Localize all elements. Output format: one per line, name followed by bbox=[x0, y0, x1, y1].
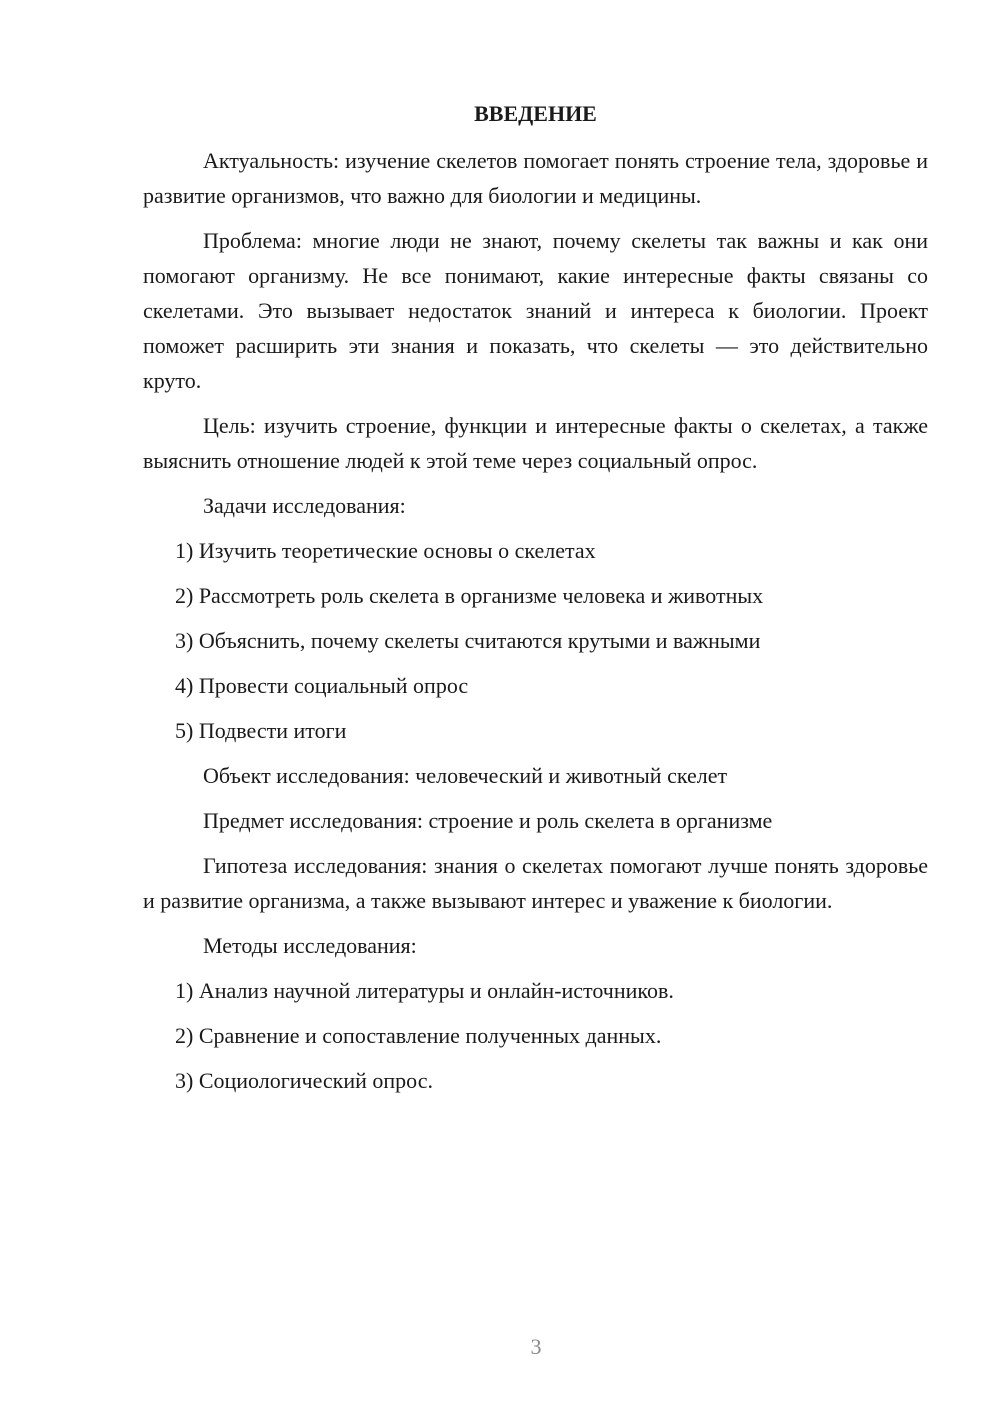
list-item: 3) Социологический опрос. bbox=[175, 1068, 433, 1093]
problem-paragraph: Проблема: многие люди не знают, почему скелеты так важны и как они помогают организму. Не все понимают, какие интересные факты связаны со скелетами. Это вызывает недостаток знаний и интереса к биологии. Проект поможет расширить эти знания и показать, что скелеты — это действительно круто. bbox=[143, 228, 928, 393]
object-paragraph: Объект исследования: человеческий и животный скелет bbox=[203, 763, 728, 788]
list-item: 1) Анализ научной литературы и онлайн-источников. bbox=[175, 978, 674, 1003]
list-item: 3) Объяснить, почему скелеты считаются крутыми и важными bbox=[175, 628, 761, 653]
section-heading: ВВЕДЕНИЕ bbox=[474, 101, 597, 126]
page-number: 3 bbox=[530, 1334, 542, 1359]
relevance-paragraph: Актуальность: изучение скелетов помогает понять строение тела, здоровье и развитие организмов, что важно для биологии и медицины. bbox=[143, 148, 928, 208]
list-item: 5) Подвести итоги bbox=[175, 718, 347, 743]
tasks-label: Задачи исследования: bbox=[203, 493, 406, 518]
hypothesis-paragraph: Гипотеза исследования: знания о скелетах помогают лучше понять здоровье и развитие организма, а также вызывают интерес и уважение к биологии. bbox=[143, 853, 928, 913]
methods-label: Методы исследования: bbox=[203, 933, 417, 958]
list-item: 2) Рассмотреть роль скелета в организме человека и животных bbox=[175, 583, 764, 608]
goal-paragraph: Цель: изучить строение, функции и интересные факты о скелетах, а также выяснить отношение людей к этой теме через социальный опрос. bbox=[143, 413, 928, 473]
page-content bbox=[143, 96, 928, 1108]
list-item: 1) Изучить теоретические основы о скелетах bbox=[175, 538, 596, 563]
methods-list bbox=[143, 973, 928, 1098]
list-item: 2) Сравнение и сопоставление полученных данных. bbox=[175, 1023, 662, 1048]
subject-paragraph: Предмет исследования: строение и роль скелета в организме bbox=[203, 808, 773, 833]
tasks-list bbox=[143, 533, 928, 748]
list-item: 4) Провести социальный опрос bbox=[175, 673, 469, 698]
